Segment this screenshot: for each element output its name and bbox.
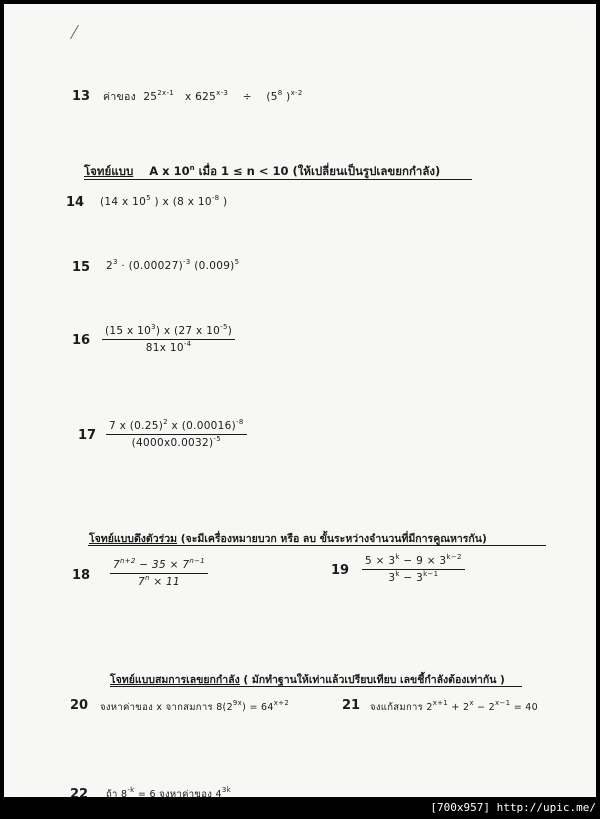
problem-18-number: 18	[72, 568, 91, 583]
section-heading-common-factor: โจทย์แบบดึงตัวร่วม (จะมีเครื่องหมายบวก หรือ ลบ ขั้นระหว่างจำนวนที่มีการคูณหารกัน)	[89, 533, 487, 545]
problem-14-number: 14	[66, 195, 85, 210]
problem-19-fraction: $\frac{5 \times 3^k - 9 \times 3^{k-2}}{3^k - 3^{k-1}}$	[362, 555, 465, 584]
section-heading-scientific-notation: โจทย์แบบ A x 10$^n$ เมื่อ 1 ≤ n < 10 (ให้เปลี่ยนเป็นรูปเลขยกกำลัง)	[84, 164, 441, 178]
section-heading-exponential-equation: โจทย์แบบสมการเลขยกกำลัง ( มักทำฐานให้เท่าแล้วเปรียบเทียบ เลขชี้กำลังต้องเท่ากัน )	[110, 674, 505, 686]
problem-22-number: 22	[70, 787, 89, 797]
problem-17-fraction: $\frac{7 x (0.25)^2 x (0.00016)^{-8}}{(4000x0.0032)^{-5}}$	[106, 420, 247, 449]
heading-underline	[84, 179, 472, 180]
heading-underline	[110, 686, 522, 687]
problem-14-expression: (14 x $10^5$ ) x (8 x $10^{-8}$ )	[100, 194, 228, 208]
heading-underline	[88, 545, 546, 546]
problem-15-number: 15	[72, 260, 91, 275]
problem-21-expression: จงแก้สมการ $2^{x+1} + 2^x - 2^{x-1} = 40$	[370, 699, 538, 713]
problem-13-expression: ค่าของ $25^{2x-1}$ x 625$^{x-3}$ ÷ ($5^8$ )$^{x-2}$	[103, 89, 303, 103]
pen-mark	[70, 25, 79, 39]
problem-17-number: 17	[78, 428, 97, 443]
worksheet-page	[4, 4, 596, 797]
problem-19-number: 19	[331, 563, 350, 578]
problem-21-number: 21	[342, 698, 361, 713]
problem-22-expression: ถ้า $8^{-k} = 6$ จงหาค่าของ $4^{3k}$	[106, 786, 231, 797]
problem-18-fraction: $\frac{7^{n+2} - 35 \times 7^{n-1}}{7^n \times 11}$	[110, 559, 208, 588]
problem-16-number: 16	[72, 333, 91, 348]
image-host-footer: [700x957] http://upic.me/	[0, 797, 600, 819]
problem-20-expression: จงหาค่าของ x จากสมการ $8(2^{9x}) = 64^{x+2}$	[100, 699, 290, 713]
problem-15-expression: $2^3 \cdot (0.00027)^{-3}$ $(0.009)^5$	[106, 258, 240, 272]
problem-20-number: 20	[70, 698, 89, 713]
problem-16-fraction: $\frac{(15 x 10^3) x (27 x 10^{-5})}{81x 10^{-4}}$	[102, 325, 235, 354]
problem-13-number: 13	[72, 89, 91, 104]
